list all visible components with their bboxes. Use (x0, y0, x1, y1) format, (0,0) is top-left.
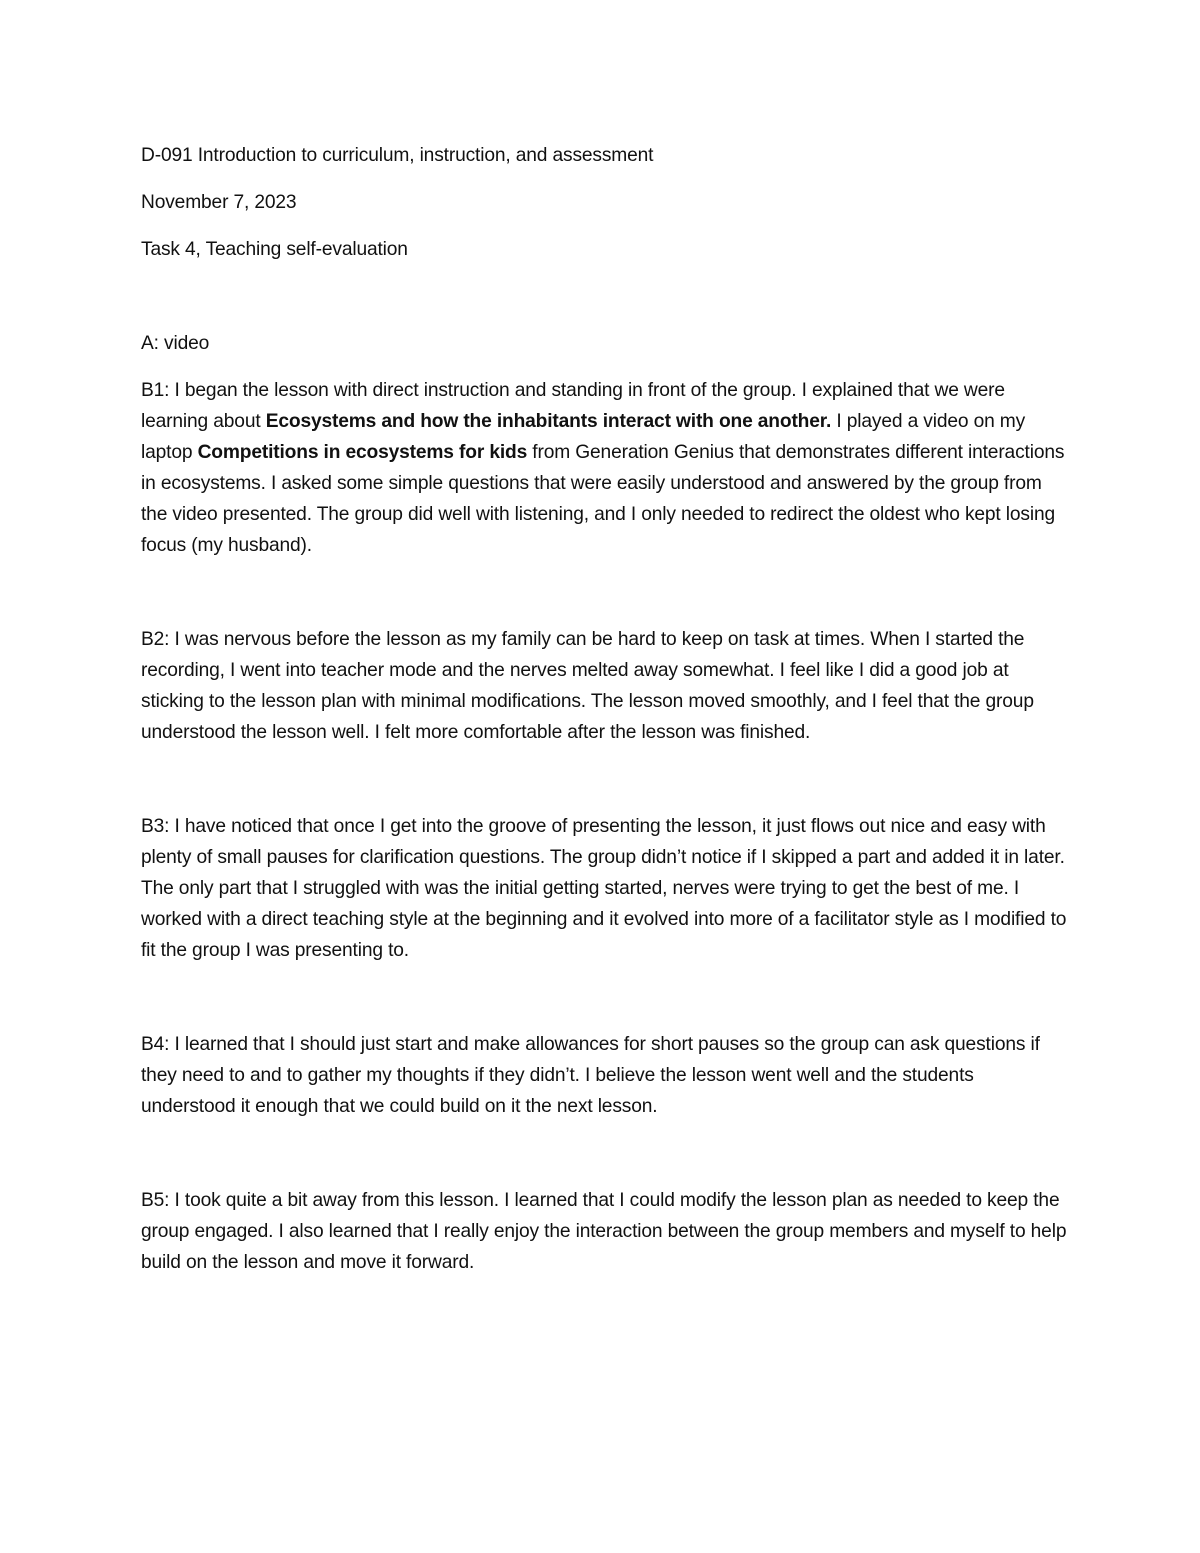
paragraph-b1-text-3: from Generation Genius that demonstrates different interactions in ecosystems. I asked some simple questions that were easily understood and answered by the group from the video presented. The group did well with listening, and I only needed to redirect the oldest who kept losing focus (my husband). (141, 442, 1065, 556)
paragraph-b3: B3: I have noticed that once I get into the groove of presenting the lesson, it just flows out nice and easy with plenty of small pauses for clarification questions. The group didn’t notice if I skipped a part and added it in later. The only part that I struggled with was the initial getting started, nerves were trying to get the best of me. I worked with a direct teaching style at the beginning and it evolved into more of a facilitator style as I modified to fit the group I was presenting to. (141, 816, 1067, 961)
paragraph-b1-text-2: I played a video on my laptop (141, 411, 1026, 463)
document-date: November 7, 2023 (141, 192, 297, 213)
paragraph-b4: B4: I learned that I should just start and make allowances for short pauses so the group can ask questions if they need to and to gather my thoughts if they didn’t. I believe the lesson went well and the students understood it enough that we could build on it the next lesson. (141, 1034, 1040, 1117)
course-title: D-091 Introduction to curriculum, instruction, and assessment (141, 145, 654, 166)
paragraph-b1-text-1: B1: I began the lesson with direct instruction and standing in front of the group. I explained that we were learning about (141, 380, 1005, 432)
paragraph-b1-bold-topic: Ecosystems and how the inhabitants interact with one another. (265, 411, 832, 432)
document-body (141, 140, 1071, 1278)
paragraph-b1 (141, 375, 1071, 561)
section-a-label: A: video (141, 333, 210, 354)
paragraph-b1-bold-video-title: Competitions in ecosystems for kids (197, 442, 528, 463)
paragraph-b5: B5: I took quite a bit away from this lesson. I learned that I could modify the lesson plan as needed to keep the group engaged. I also learned that I really enjoy the interaction between the group members and myself to help build on the lesson and move it forward. (141, 1190, 1067, 1273)
paragraph-b2: B2: I was nervous before the lesson as my family can be hard to keep on task at times. When I started the recording, I went into teacher mode and the nerves melted away somewhat. I feel like I did a good job at sticking to the lesson plan with minimal modifications. The lesson moved smoothly, and I feel that the group understood the lesson well. I felt more comfortable after the lesson was finished. (141, 629, 1034, 743)
task-title: Task 4, Teaching self-evaluation (141, 239, 408, 260)
